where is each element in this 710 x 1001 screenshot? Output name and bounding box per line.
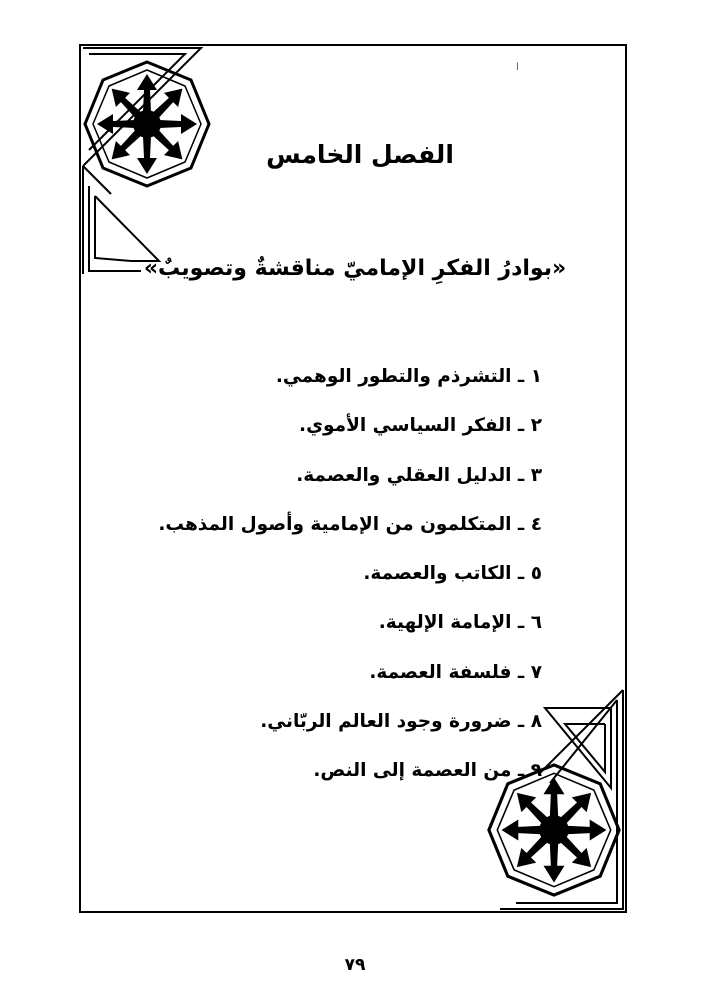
- item-text: الإمامة الإلهية.: [378, 612, 512, 634]
- item-number: ٨: [530, 711, 542, 733]
- item-text: الفكر السياسي الأموي.: [299, 415, 512, 437]
- contents-item: ٨ ـ ضرورة وجود العالم الربّاني.: [142, 701, 542, 750]
- item-text: المتكلمون من الإمامية وأصول المذهب.: [158, 513, 512, 535]
- item-text: فلسفة العصمة.: [369, 661, 512, 683]
- top-left-corner-ornament: [81, 46, 221, 276]
- item-number: ٤: [530, 513, 542, 535]
- contents-item: ٧ ـ فلسفة العصمة.: [142, 652, 542, 701]
- contents-item: ٤ ـ المتكلمون من الإمامية وأصول المذهب.: [142, 504, 542, 553]
- item-number: ١: [530, 366, 542, 387]
- item-number: ٩: [530, 760, 542, 782]
- item-number: ٦: [530, 612, 542, 634]
- chapter-subtitle: «بوادرُ الفكرِ الإماميّ مناقشةٌ وتصويبٌ»: [143, 256, 567, 281]
- contents-item: ١ ـ التشرذم والتطور الوهمي.: [142, 356, 542, 405]
- item-text: من العصمة إلى النص.: [313, 760, 512, 782]
- item-text: الكاتب والعصمة.: [363, 563, 512, 585]
- chapter-title: الفصل الخامس: [266, 140, 454, 169]
- contents-item: ٢ ـ الفكر السياسي الأموي.: [142, 405, 542, 454]
- contents-list: [142, 356, 542, 800]
- corner-mark: ا: [516, 62, 519, 73]
- item-text: ضرورة وجود العالم الربّاني.: [260, 711, 512, 733]
- item-number: ٣: [530, 464, 542, 486]
- contents-item: ٦ ـ الإمامة الإلهية.: [142, 602, 542, 651]
- item-number: ٧: [530, 661, 542, 683]
- contents-item: ٥ ـ الكاتب والعصمة.: [142, 553, 542, 602]
- item-number: ٢: [530, 415, 542, 437]
- item-text: التشرذم والتطور الوهمي.: [275, 366, 512, 387]
- contents-item: ٣ ـ الدليل العقلي والعصمة.: [142, 455, 542, 504]
- item-text: الدليل العقلي والعصمة.: [296, 464, 512, 486]
- contents-item: ٩ ـ من العصمة إلى النص.: [142, 750, 542, 799]
- item-number: ٥: [530, 563, 542, 585]
- page-number: ٧٩: [344, 955, 366, 975]
